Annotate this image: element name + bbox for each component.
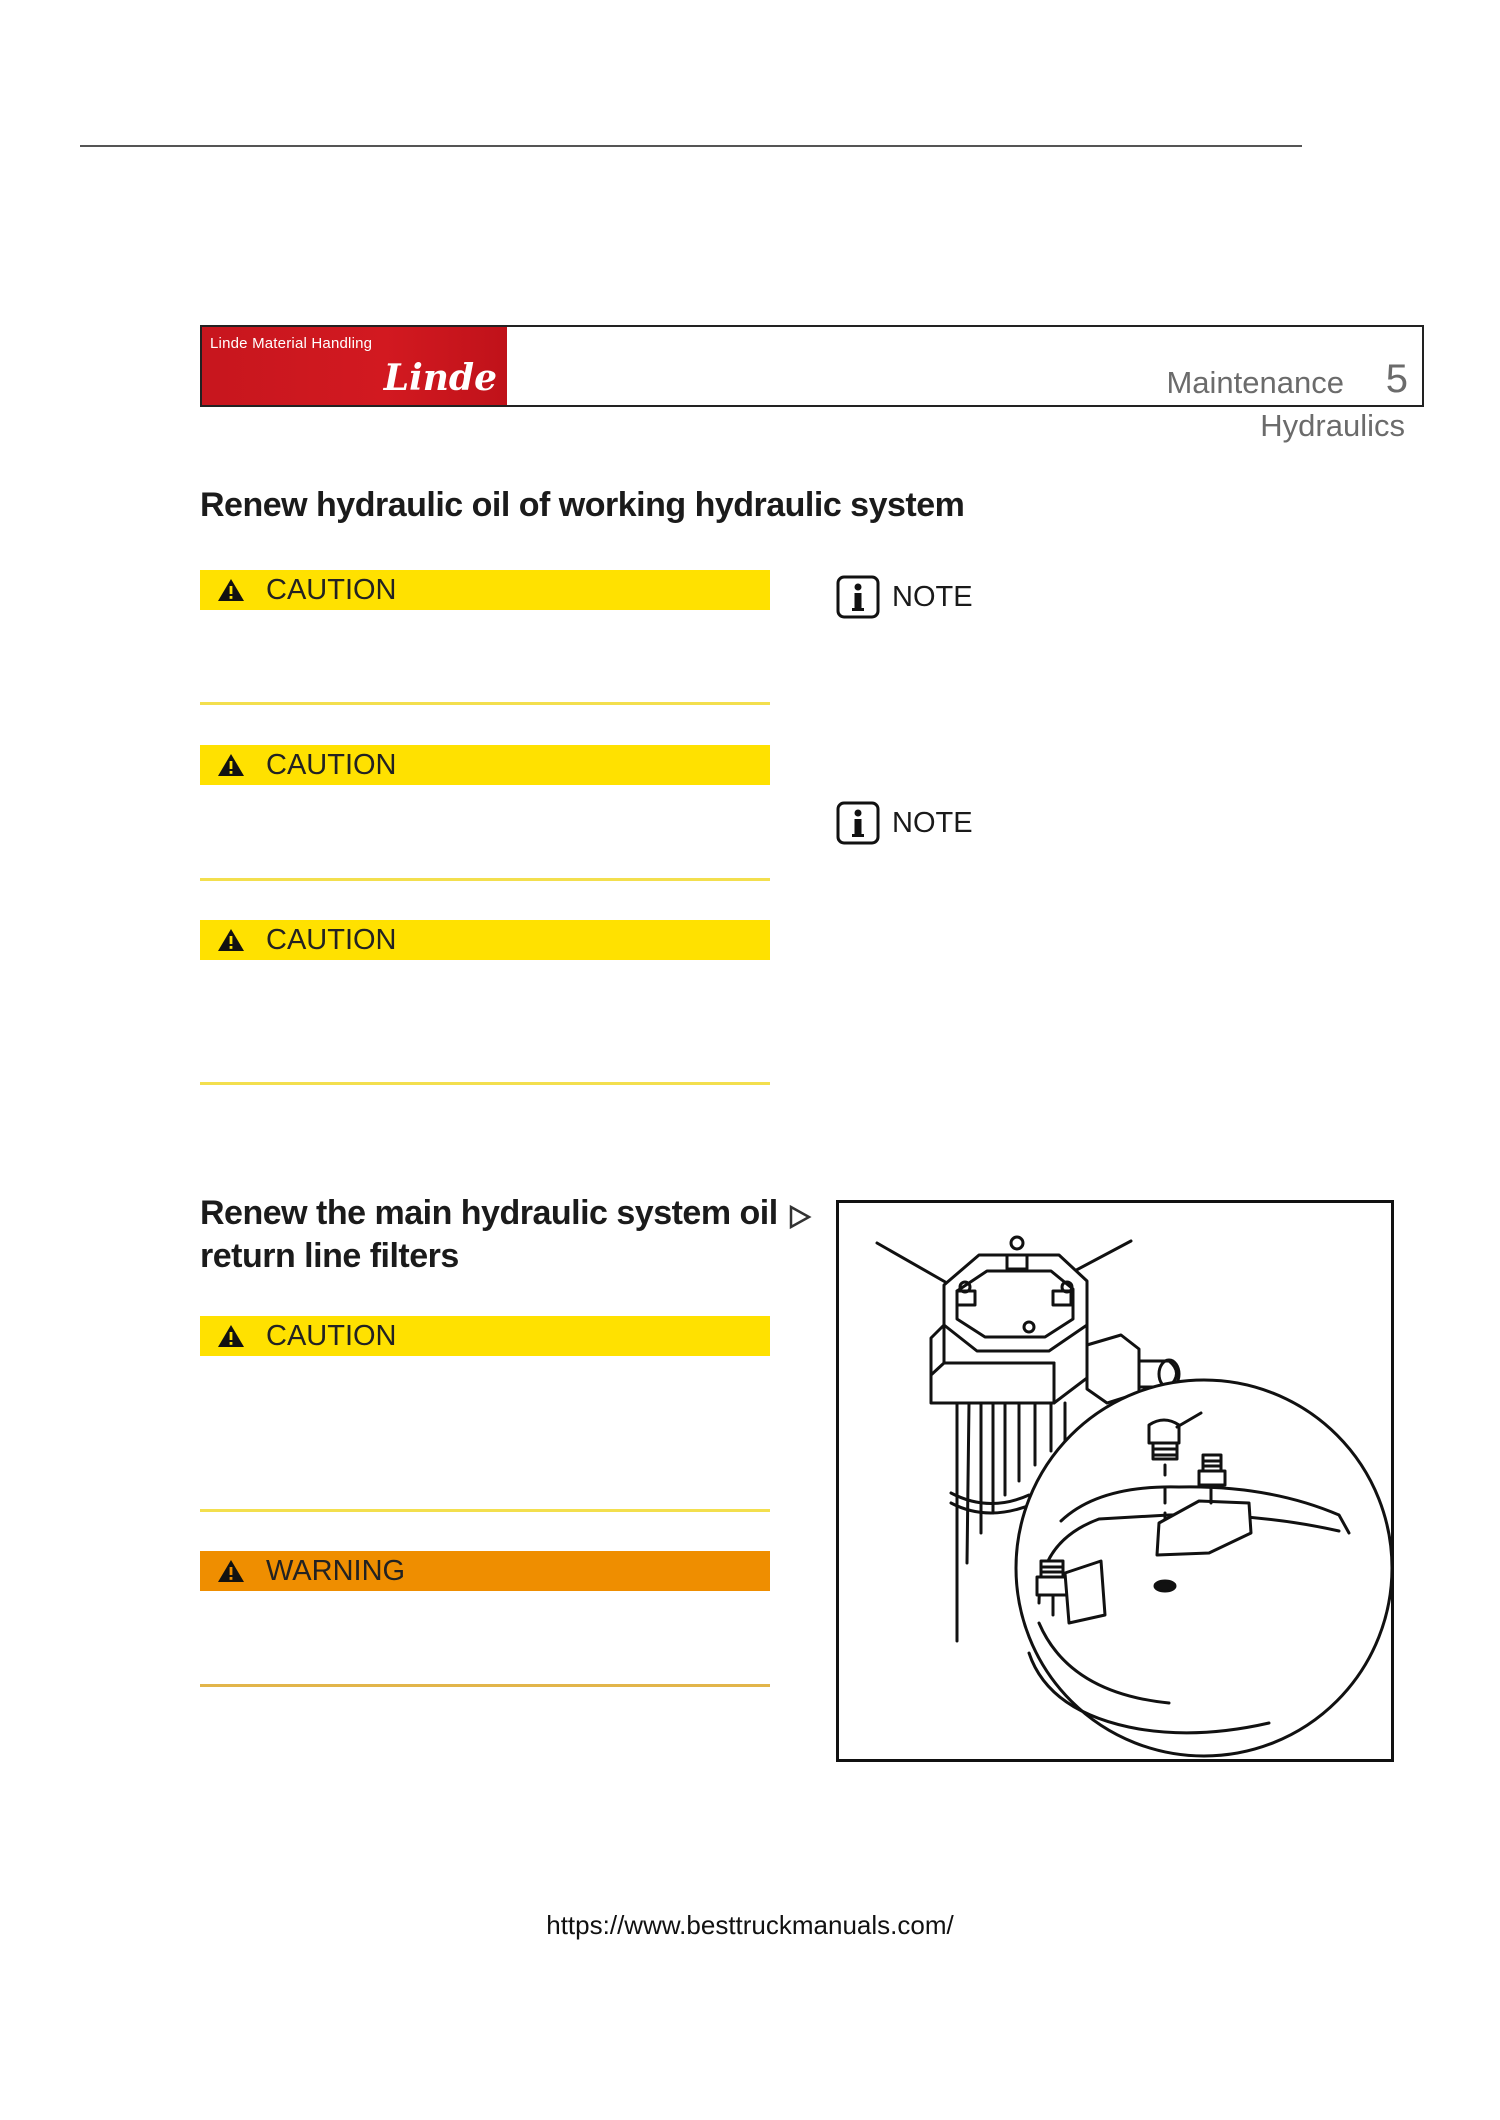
caution-bar-4 xyxy=(200,1316,770,1356)
page-header xyxy=(200,325,1424,407)
warning-triangle-icon xyxy=(216,752,246,778)
subsection-label: Hydraulics xyxy=(1260,408,1405,443)
section1-title: Renew hydraulic oil of working hydraulic system xyxy=(200,486,965,524)
caution-bar-2 xyxy=(200,745,770,785)
footer-url[interactable]: https://www.besttruckmanuals.com/ xyxy=(546,1910,954,1940)
caution-end-rule xyxy=(200,702,770,705)
caution-label: CAUTION xyxy=(266,573,397,606)
note-label: NOTE xyxy=(892,806,973,839)
caution-bar-1 xyxy=(200,570,770,610)
warning-end-rule xyxy=(200,1684,770,1687)
linde-logo xyxy=(202,327,507,405)
filter-drawing xyxy=(839,1203,1391,1759)
chapter-number: 5 xyxy=(1385,357,1408,401)
logo-wordmark: Linde xyxy=(383,357,497,399)
note-2 xyxy=(836,801,973,845)
warning-triangle-icon xyxy=(216,927,246,953)
caution-label: CAUTION xyxy=(266,1319,397,1352)
warning-triangle-icon xyxy=(216,577,246,603)
warning-triangle-icon xyxy=(216,1558,246,1584)
caution-end-rule xyxy=(200,878,770,881)
section2-title-line1: Renew the main hydraulic system oil xyxy=(200,1194,778,1232)
figure-reference-arrow-icon xyxy=(787,1204,813,1230)
warning-label: WARNING xyxy=(266,1554,406,1587)
caution-label: CAUTION xyxy=(266,923,397,956)
section2-title-line2: return line filters xyxy=(200,1237,459,1275)
caution-bar-3 xyxy=(200,920,770,960)
return-filter-illustration xyxy=(836,1200,1394,1762)
caution-end-rule xyxy=(200,1082,770,1085)
caution-label: CAUTION xyxy=(266,748,397,781)
warning-triangle-icon xyxy=(216,1323,246,1349)
caution-end-rule xyxy=(200,1509,770,1512)
info-icon xyxy=(836,801,880,845)
note-1 xyxy=(836,575,973,619)
info-icon xyxy=(836,575,880,619)
section2-title xyxy=(200,1192,780,1278)
note-label: NOTE xyxy=(892,580,973,613)
top-rule xyxy=(80,145,1302,147)
warning-bar xyxy=(200,1551,770,1591)
logo-tagline: Linde Material Handling xyxy=(210,335,373,352)
section-label: Maintenance xyxy=(1166,365,1344,400)
